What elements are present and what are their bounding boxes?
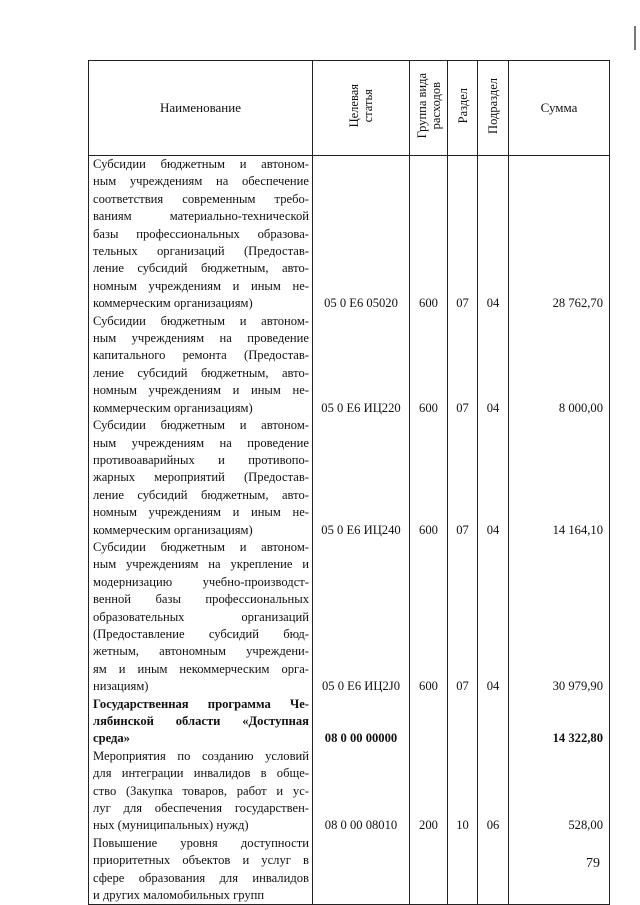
row-subsection: 04 [478,539,509,696]
header-section: Раздел [448,61,478,156]
row-name-line: ление субсидий бюджетным, авто- [93,487,309,502]
row-name-line: ям и иным некоммерческим орга- [93,661,309,676]
row-name-line: луг для обеспечения государствен- [93,801,309,816]
row-name [89,696,313,748]
row-name-line: жарных мероприятий (Предостав- [93,470,309,485]
row-name-line: Субсидии бюджетным и автоном- [93,539,309,554]
row-name-line: коммерческим организациям) [93,296,253,311]
row-name-line: венной базы профессиональных [93,592,309,607]
row-subsection: 04 [478,313,509,417]
row-name-line: капитального ремонта (Предостав- [93,348,309,363]
row-expense-group: 600 [410,313,448,417]
row-name [89,539,313,696]
row-name-line: ление субсидий бюджетным, авто- [93,365,309,380]
table-row [89,313,610,417]
row-name-line: низациям) [93,679,149,694]
table-row [89,696,610,748]
row-subsection: 06 [478,748,509,835]
row-name-line: противоаварийных и противопо- [93,452,309,467]
row-subsection: 04 [478,156,509,313]
row-name-line: ваниям материально-технической [93,209,309,224]
row-name-line: модернизацию учебно-производст- [93,574,309,589]
row-name-line: сфере образования для инвалидов [93,870,309,885]
row-code [313,835,410,905]
row-name-line: номным учреждениям и иным не- [93,383,309,398]
row-name-line: ным учреждениям на укрепление и [93,557,309,572]
page-edge-mark [634,26,636,50]
page-number: 79 [586,856,600,871]
row-code: 05 0 Е6 ИЦ2Ј0 [313,539,410,696]
row-name-line: и других маломобильных групп [93,888,265,903]
row-name-line: базы профессиональных образова- [93,226,309,241]
row-name-line: соответствия современным требо- [93,191,309,206]
row-amount: 30 979,90 [509,539,610,696]
row-expense-group: 600 [410,539,448,696]
row-name-line: ным учреждениям на проведение [93,331,309,346]
row-name-line: ление субсидий бюджетным, авто- [93,261,309,276]
table-row [89,748,610,835]
row-name-line: номным учреждениям и иным не- [93,505,309,520]
row-section: 10 [448,748,478,835]
row-code: 08 0 00 08010 [313,748,410,835]
row-name [89,313,313,417]
row-section: 07 [448,539,478,696]
row-expense-group [410,835,448,905]
header-target-article: Целевая статья [313,61,410,156]
row-code: 08 0 00 00000 [313,696,410,748]
row-name [89,156,313,313]
table-row [89,835,610,905]
row-name-line: номным учреждениям и иным не- [93,278,309,293]
row-expense-group [410,696,448,748]
row-name-line: Повышение уровня доступности [93,835,309,850]
header-amount: Сумма [509,61,610,156]
header-name: Наименование [89,61,313,156]
row-name-line: ным учреждениям на обеспечение [93,174,309,189]
row-name-line: ство (Закупка товаров, работ и ус- [93,783,309,798]
table-row [89,156,610,313]
row-code: 05 0 Е6 ИЦ240 [313,417,410,539]
row-subsection: 04 [478,417,509,539]
row-name-line: жетным, автономным учреждени- [93,644,309,659]
row-subsection [478,835,509,905]
row-subsection [478,696,509,748]
row-name-line: для интеграции инвалидов в обще- [93,766,309,781]
row-section: 07 [448,313,478,417]
row-name-line: среда» [93,731,130,746]
row-name-line: Субсидии бюджетным и автоном- [93,313,309,328]
row-amount: 14 322,80 [509,696,610,748]
row-name-line: Субсидии бюджетным и автоном- [93,418,309,433]
row-name-line: ных (муниципальных) нужд) [93,818,249,833]
row-name-line: тельных организаций (Предостав- [93,244,309,259]
table-row [89,539,610,696]
row-name-line: Государственная программа Че- [93,696,309,711]
row-name-line: (Предоставление субсидий бюд- [93,626,309,641]
row-name-line: ным учреждениям на проведение [93,435,309,450]
row-name-line: образовательных организаций [93,609,309,624]
row-expense-group: 600 [410,156,448,313]
row-amount: 8 000,00 [509,313,610,417]
table-row [89,417,610,539]
row-section [448,696,478,748]
row-section: 07 [448,156,478,313]
row-code: 05 0 Е6 05020 [313,156,410,313]
row-code: 05 0 Е6 ИЦ220 [313,313,410,417]
row-name [89,835,313,905]
row-expense-group: 600 [410,417,448,539]
row-name-line: коммерческим организациям) [93,400,253,415]
header-expense-group: Группа вида расходов [410,61,448,156]
row-section [448,835,478,905]
row-name-line: приоритетных объектов и услуг в [93,853,309,868]
row-amount: 14 164,10 [509,417,610,539]
row-name-line: Субсидии бюджетным и автоном- [93,157,309,171]
row-expense-group: 200 [410,748,448,835]
row-amount: 28 762,70 [509,156,610,313]
row-section: 07 [448,417,478,539]
row-name [89,417,313,539]
row-name [89,748,313,835]
budget-table [88,60,610,905]
row-amount: 528,00 [509,748,610,835]
row-name-line: Мероприятия по созданию условий [93,748,309,763]
table-header-row [89,61,610,156]
header-subsection: Подраздел [478,61,509,156]
row-name-line: лябинской области «Доступная [93,714,309,728]
row-name-line: коммерческим организациям) [93,522,253,537]
